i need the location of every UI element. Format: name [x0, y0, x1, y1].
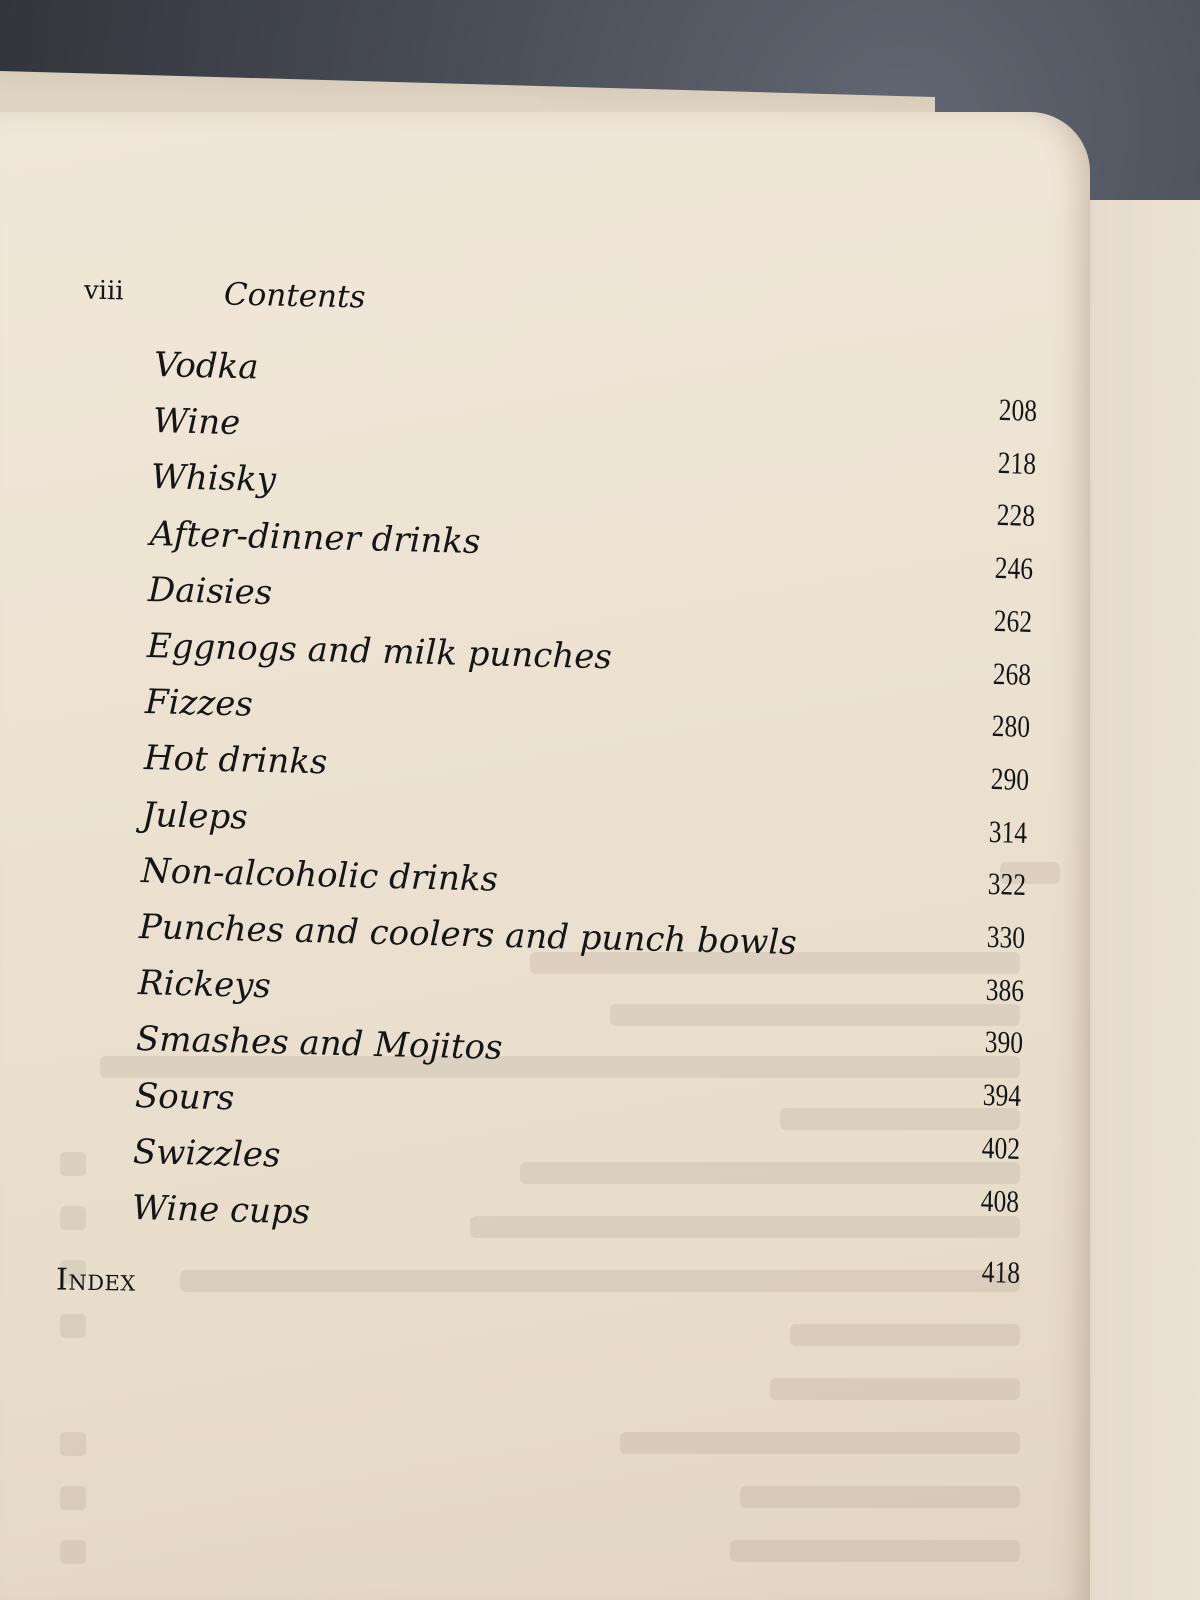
contents-entry-page: 262: [993, 602, 1033, 639]
contents-entry-page: 386: [985, 971, 1025, 1008]
contents-entry-page: 390: [984, 1024, 1023, 1061]
contents-entry-page: 268: [992, 655, 1032, 692]
index-page-number: 418: [981, 1253, 1021, 1290]
contents-entry-title: Punches and coolers and punch bowls: [138, 907, 798, 964]
contents-entry-page: 394: [982, 1076, 1022, 1114]
contents-entry-title: Fizzes: [144, 682, 254, 725]
index-label: Index: [55, 1262, 137, 1299]
contents-entry-title: Non-alcoholic drinks: [140, 850, 498, 900]
contents-entry-page: 280: [991, 708, 1031, 745]
contents-entry-title: Eggnogs and milk punches: [146, 626, 612, 678]
contents-entry-title: Daisies: [147, 569, 273, 613]
contents-entry-title: Wine cups: [131, 1188, 311, 1233]
contents-entry-title: Sours: [134, 1075, 235, 1119]
contents-entry-page: 402: [981, 1129, 1021, 1166]
contents-entry-page: 330: [986, 918, 1026, 955]
contents-entry-page: 208: [998, 391, 1038, 428]
contents-entry-title: Juleps: [141, 794, 249, 838]
contents-entry-title: After-dinner drinks: [149, 513, 481, 562]
contents-entry-page: 290: [990, 760, 1029, 797]
running-head: Contents: [223, 276, 366, 316]
contents-entry-page: 228: [996, 497, 1035, 534]
contents-entry-title: Vodka: [153, 345, 260, 388]
contents-entry-page: 246: [994, 549, 1034, 587]
contents-entry-title: Smashes and Mojitos: [135, 1019, 503, 1069]
contents-entry-page: 218: [997, 444, 1037, 481]
contents-entry-page: 322: [987, 866, 1027, 903]
contents-entry-title: Whisky: [150, 457, 277, 501]
contents-entry-page: 408: [980, 1182, 1020, 1219]
contents-entry-title: Hot drinks: [143, 738, 328, 783]
contents-entry-title: Rickeys: [137, 963, 271, 1007]
page-number-folio: viii: [83, 275, 124, 307]
contents-entry-page: 314: [988, 813, 1028, 850]
contents-entry-title: Swizzles: [132, 1131, 281, 1176]
contents-entry-title: Wine: [152, 401, 241, 444]
